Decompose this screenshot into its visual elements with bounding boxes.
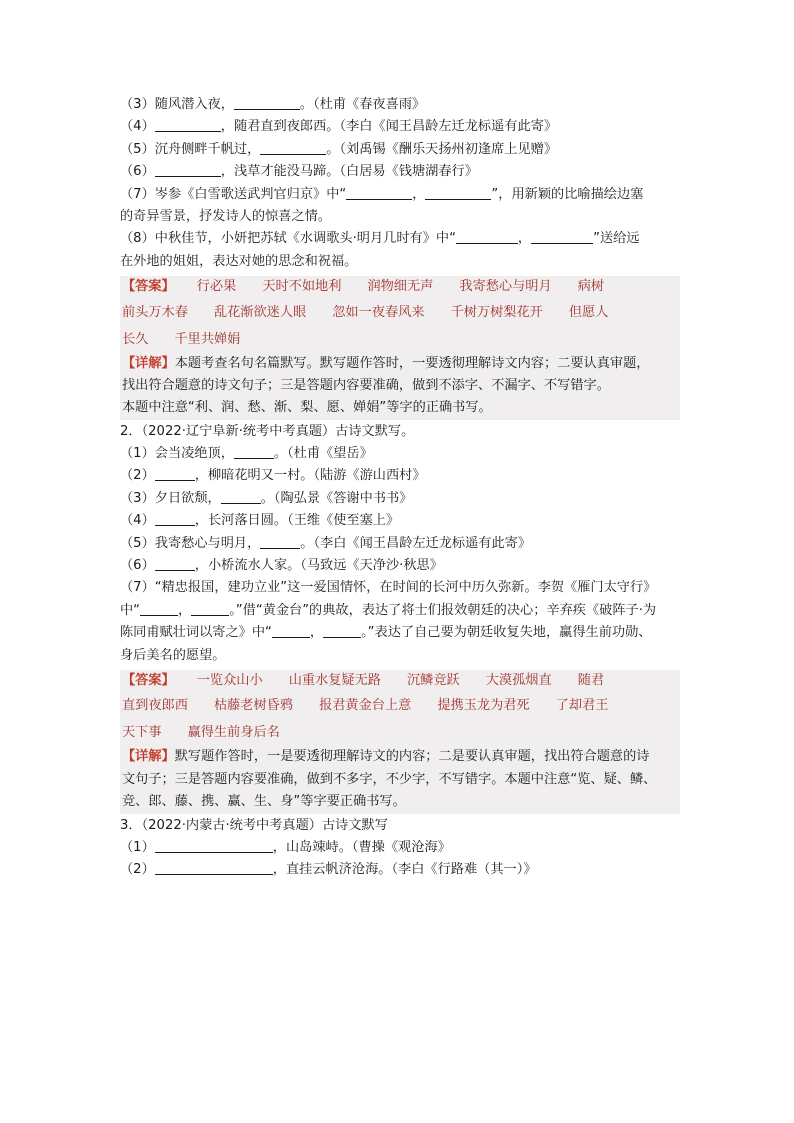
answer-blank[interactable] bbox=[155, 162, 221, 177]
answer-item: 千里共婵娟 bbox=[174, 331, 241, 347]
answer-tag: 【答案】 bbox=[122, 279, 175, 295]
answer-blank[interactable] bbox=[272, 623, 310, 638]
answer-item: 赢得生前身后名 bbox=[187, 725, 280, 741]
answer-item: 但愿人 bbox=[568, 304, 609, 320]
answer-blank[interactable] bbox=[323, 623, 361, 638]
q1-item-8-cont: 在外地的姐姐，表达对她的思念和祝福。 bbox=[120, 253, 358, 269]
answer-blank[interactable] bbox=[140, 601, 178, 616]
q2-item-7-cont3: 身后美名的愿望。 bbox=[120, 647, 226, 663]
answer-item: 枯藤老树昏鸦 bbox=[213, 698, 294, 714]
answer-item: 了却君王 bbox=[555, 698, 609, 714]
q2-item-5: （5）我寄愁心与明月， 。（李白《闻王昌龄左迁龙标遥有此寄》 bbox=[120, 535, 532, 551]
answer-item: 提携玉龙为君死 bbox=[437, 698, 530, 714]
q2-detail-block: 【详解】默写题作答时，一是要透彻理解诗文的内容；二是要认真审题，找出符合题意的诗 文句子；三是答题内容要准确，做到不多字，不少字，不写错字。本题中注意“览、疑、鳞、 竞、郎、藤、携、赢、生、身”等字要正确书写。 bbox=[120, 746, 680, 813]
answer-item: 大漠孤烟直 bbox=[485, 672, 552, 688]
q2-item-7-cont2: 陈同甫赋壮词以寄之》中“ ， 。”表达了自己要为朝廷收复失地，赢得生前功勋、 bbox=[120, 625, 652, 641]
q2-item-3: （3）夕日欲颓， 。（陶弘景《答谢中书书》 bbox=[120, 490, 413, 506]
answer-item: 病树 bbox=[577, 279, 605, 295]
detail-tag: 【详解】 bbox=[122, 355, 175, 371]
q1-item-7: （7）岑参《白雪歌送武判官归京》中“ ， ”，用新颖的比喻描绘边塞 bbox=[120, 186, 644, 202]
answer-item: 直到夜郎西 bbox=[122, 698, 188, 714]
answer-tag: 【答案】 bbox=[122, 672, 175, 688]
answer-item: 润物细无声 bbox=[367, 279, 434, 295]
answer-item: 千树万树梨花开 bbox=[450, 304, 543, 320]
q2-item-1: （1）会当凌绝顶， 。（杜甫《望岳》 bbox=[120, 445, 373, 461]
answer-item: 长久 bbox=[122, 331, 149, 347]
answer-blank[interactable] bbox=[234, 444, 274, 459]
q2-item-4: （4） ，长河落日圆。（王维《使至塞上》 bbox=[120, 513, 400, 529]
answer-blank[interactable] bbox=[155, 838, 273, 853]
answer-item: 报君黄金台上意 bbox=[319, 698, 412, 714]
answer-blank[interactable] bbox=[155, 556, 195, 571]
q2-item-6: （6） ，小桥流水人家。（马致远《天净沙·秋思》 bbox=[120, 557, 443, 573]
answer-blank[interactable] bbox=[155, 511, 195, 526]
q2-answer-block bbox=[120, 670, 680, 746]
answer-item: 天时不如地利 bbox=[262, 279, 342, 295]
answer-blank[interactable] bbox=[531, 229, 593, 244]
answer-blank[interactable] bbox=[346, 185, 412, 200]
q1-item-4: （4） ，随君直到夜郎西。（李白《闻王昌龄左迁龙标遥有此寄》 bbox=[120, 119, 558, 135]
q1-item-6: （6） ，浅草才能没马蹄。（白居易《钱塘湖春行》 bbox=[120, 164, 478, 180]
q2-item-2: （2） ，柳暗花明又一村。（陆游《游山西村》 bbox=[120, 468, 426, 484]
q2-item-7: （7）“精忠报国，建功立业”这一爱国情怀，在时间的长河中历久弥新。李贺《雁门太守行》 bbox=[120, 580, 657, 596]
answer-item: 乱花渐欲迷人眼 bbox=[213, 304, 307, 320]
answer-item: 天下事 bbox=[122, 725, 162, 741]
answer-blank[interactable] bbox=[155, 117, 221, 132]
q2-item-7-cont: 中“ ， 。”借“黄金台”的典故，表达了将士们报效朝廷的决心；辛弃疾《破阵子·为 bbox=[120, 602, 657, 618]
q3-item-2: （2） ，直挂云帆济沧海。（李白《行路难（其一）》 bbox=[120, 861, 537, 877]
q2-heading: 2．（2022·辽宁阜新·统考中考真题）古诗文默写。 bbox=[120, 423, 415, 439]
q1-detail-block: 【详解】本题考查名句名篇默写。默写题作答时，一要透彻理解诗文内容；二要认真审题， 找出符合题意的诗文句子；三是答题内容要准确，做到不添字、不漏字、不写错字。 本题中注意“利、润、愁、渐、梨、愿、婵娟”等字的正确书写。 bbox=[120, 353, 680, 420]
answer-blank[interactable] bbox=[155, 860, 273, 875]
answer-item: 山重水复疑无路 bbox=[288, 672, 381, 688]
answer-item: 沉鳞竞跃 bbox=[407, 672, 460, 688]
answer-item: 我寄愁心与明月 bbox=[459, 279, 552, 295]
q3-heading: 3．（2022·内蒙古·统考中考真题）古诗文默写 bbox=[120, 817, 388, 833]
answer-blank[interactable] bbox=[456, 229, 518, 244]
q1-item-7-cont: 的奇异雪景，抒发诗人的惊喜之情。 bbox=[120, 209, 331, 225]
q1-item-8: （8）中秋佳节，小妍把苏轼《水调歌头·明月几时有》中“ ， ”送给远 bbox=[120, 231, 640, 247]
q1-answer-block bbox=[120, 276, 680, 352]
answer-blank[interactable] bbox=[191, 601, 229, 616]
detail-tag: 【详解】 bbox=[122, 749, 175, 765]
document-page bbox=[120, 94, 680, 881]
answer-blank[interactable] bbox=[260, 140, 326, 155]
answer-item: 一览众山小 bbox=[196, 672, 263, 688]
q1-item-3: （3）随风潜入夜， 。（杜甫《春夜喜雨》 bbox=[120, 97, 426, 112]
answer-blank[interactable] bbox=[234, 95, 300, 110]
answer-blank[interactable] bbox=[221, 489, 261, 504]
answer-item: 忽如一夜春风来 bbox=[332, 304, 425, 320]
answer-blank[interactable] bbox=[155, 466, 195, 481]
answer-item: 行必果 bbox=[196, 279, 237, 295]
q1-item-5: （5）沉舟侧畔千帆过， 。（刘禹锡《酬乐天扬州初逢席上见赠》 bbox=[120, 141, 558, 157]
answer-blank[interactable] bbox=[425, 185, 491, 200]
answer-item: 前头万木春 bbox=[122, 304, 188, 320]
answer-blank[interactable] bbox=[260, 534, 300, 549]
answer-item: 随君 bbox=[577, 672, 605, 688]
q3-item-1: （1） ，山岛竦峙。（曹操《观沧海》 bbox=[120, 839, 451, 855]
